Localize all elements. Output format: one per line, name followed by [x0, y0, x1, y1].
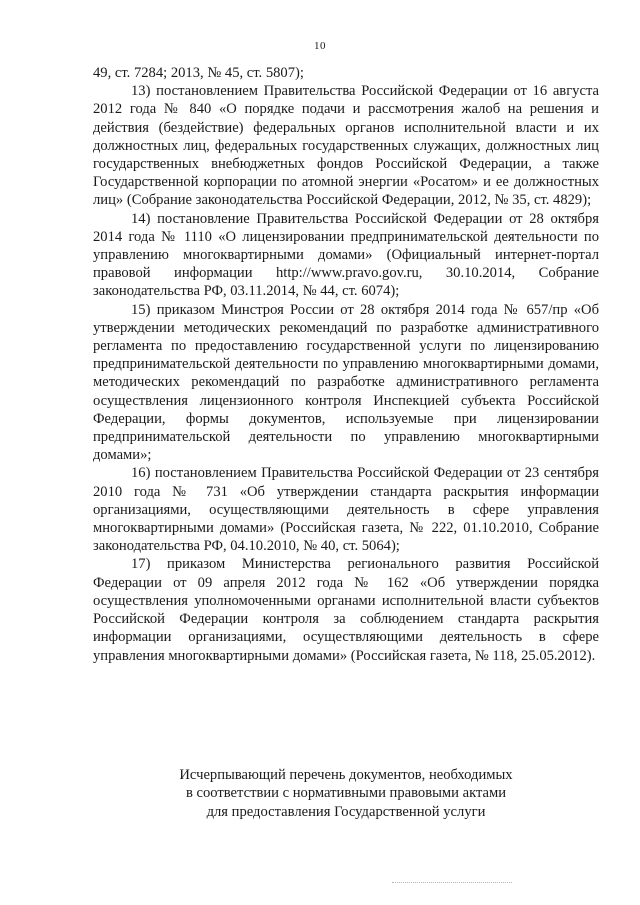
section-heading-line-1: Исчерпывающий перечень документов, необходимых — [179, 767, 513, 783]
section-heading — [93, 766, 599, 821]
paragraph-item-17: 17) приказом Министерства регионального развития Российской Федерации от 09 апреля 2012 года № 162 «Об утверждении порядка осуществления уполномоченными органами исполнительной власти субъектов Российской Федерации контроля за соблюдением стандарта раскрытия информации организациями, осуществляющими деятельность в сфере управления многоквартирными домами» (Российская газета, № 118, 25.05.2012). — [93, 556, 599, 664]
paragraph-item-16: 16) постановлением Правительства Российской Федерации от 23 сентября 2010 года № 731 «Об утверждении стандарта раскрытия информации организациями, осуществляющими деятельность в сфере управления многоквартирными домами» (Российская газета, № 222, 01.10.2010, Собрание законодательства РФ, 04.10.2010, № 40, ст. 5064); — [93, 465, 599, 555]
paragraph-continuation: 49, ст. 7284; 2013, № 45, ст. 5807); — [93, 65, 304, 81]
section-heading-line-3: для предоставления Государственной услуги — [206, 803, 486, 820]
document-body — [93, 64, 599, 665]
paragraph-item-14: 14) постановление Правительства Российской Федерации от 28 октября 2014 года № 1110 «О лицензировании предпринимательской деятельности по управлению многоквартирными домами» (Официальный интернет-портал правовой информации http://www.pravo.gov.ru, 30.10.2014, Собрание законодательства РФ, 03.11.2014, № 44, ст. 6074); — [93, 210, 599, 300]
paragraph-item-15: 15) приказом Минстроя России от 28 октября 2014 года № 657/пр «Об утверждении методических рекомендаций по разработке административного регламента по предоставлению государственной услуги по лицензированию предпринимательской деятельности по управлению многоквартирными домами, методических рекомендаций по разработке административного регламента осуществления лицензионного контроля Инспекцией субъекта Российской Федерации, формы документов, используемые при лицензировании предпринимательской деятельности по управлению многоквартирными домами»; — [93, 301, 599, 464]
section-heading-line-2: в соответствии с нормативными правовыми актами — [185, 785, 507, 802]
paragraph-item-13: 13) постановлением Правительства Российской Федерации от 16 августа 2012 года № 840 «О порядке подачи и рассмотрения жалоб на решения и действия (бездействие) федеральных органов исполнительной власти и их должностных лиц, федеральных государственных служащих, должностных лиц государственных внебюджетных фондов Российской Федерации, а также Государственной корпорации по атомной энергии «Росатом» и ее должностных лиц» (Собрание законодательства Российской Федерации, 2012, № 35, ст. 4829); — [93, 83, 599, 209]
page-number: 10 — [314, 40, 326, 52]
footer-divider — [392, 882, 512, 883]
